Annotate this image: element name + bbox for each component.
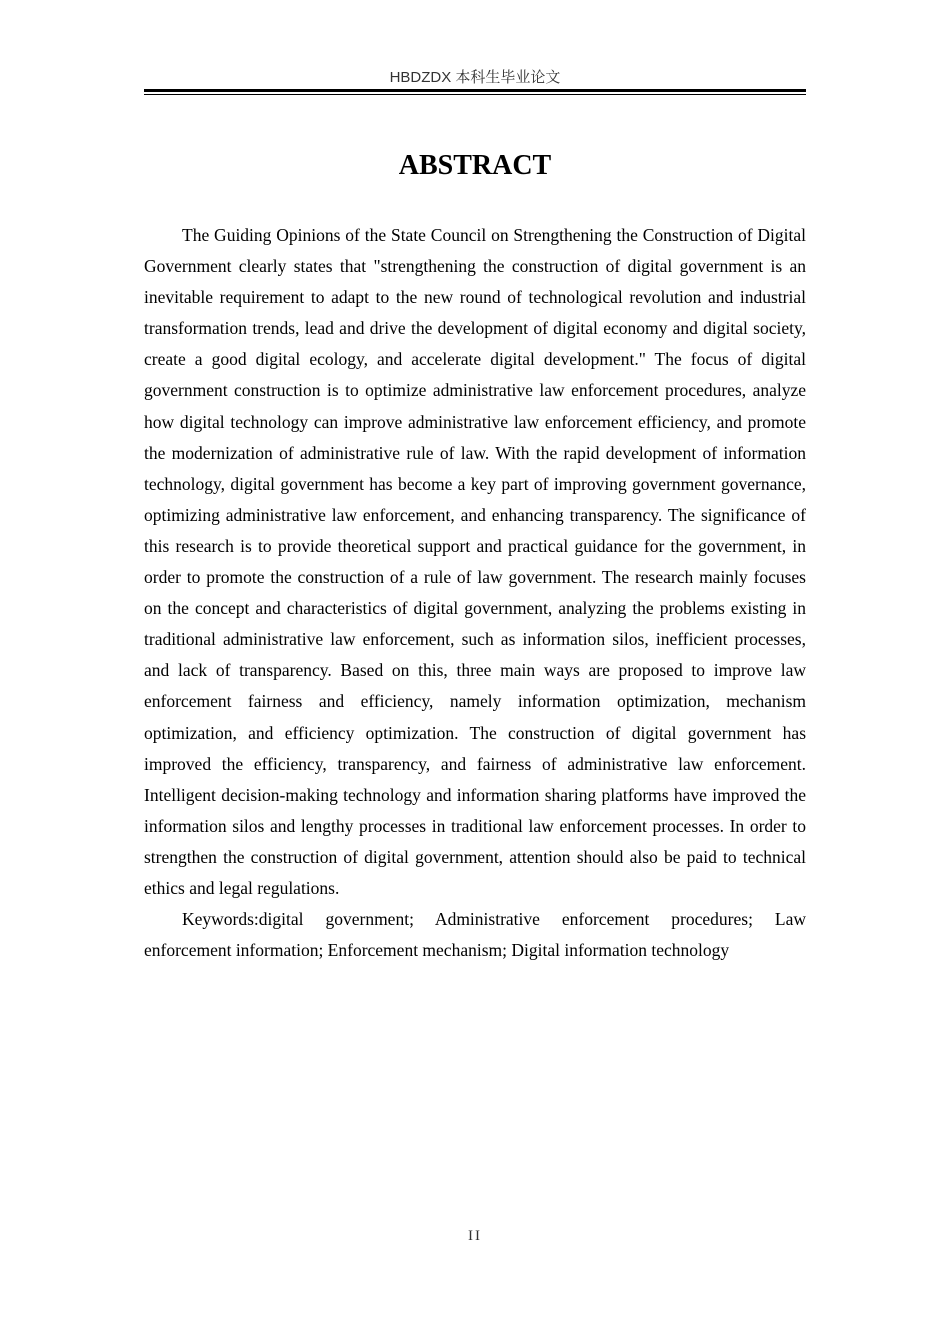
page-number: II (468, 1228, 482, 1244)
header-rule-thick (144, 89, 806, 92)
keywords-paragraph: Keywords:digital government; Administrative enforcement procedures; Law enforcement information; Enforcement mechanism; Digital information technology (144, 909, 806, 961)
page-title: ABSTRACT (398, 150, 552, 181)
abstract-paragraph: The Guiding Opinions of the State Council on Strengthening the Construction of Digital Government clearly states that "strengthening the construction of digital government is an inevitable requirement to adapt to the new round of technological revolution and industrial transformation trends, lead and drive the development of digital economy and digital society, create a good digital ecology, and accelerate digital development." The focus of digital government construction is to optimize administrative law enforcement procedures, analyze how digital technology can improve administrative law enforcement efficiency, and promote the modernization of administrative rule of law. With the rapid development of information technology, digital government has become a key part of improving government governance, optimizing administrative law enforcement, and enhancing transparency. The significance of this research is to provide theoretical support and practical guidance for the government, in order to promote the construction of a rule of law government. The research mainly focuses on the concept and characteristics of digital government, analyzing the problems existing in traditional administrative law enforcement, such as information silos, inefficient processes, and lack of transparency. Based on this, three main ways are proposed to improve law enforcement fairness and efficiency, namely information optimization, mechanism optimization, and efficiency optimization. The construction of digital government has improved the efficiency, transparency, and fairness of administrative law enforcement. Intelligent decision-making technology and information sharing platforms have improved the information silos and lengthy processes in traditional law enforcement processes. In order to strengthen the construction of digital government, attention should also be paid to technical ethics and legal regulations. (144, 225, 806, 898)
abstract-body (144, 220, 806, 966)
header-rule-thin (144, 94, 806, 95)
page-header: HBDZDX 本科生毕业论文 (389, 69, 561, 86)
